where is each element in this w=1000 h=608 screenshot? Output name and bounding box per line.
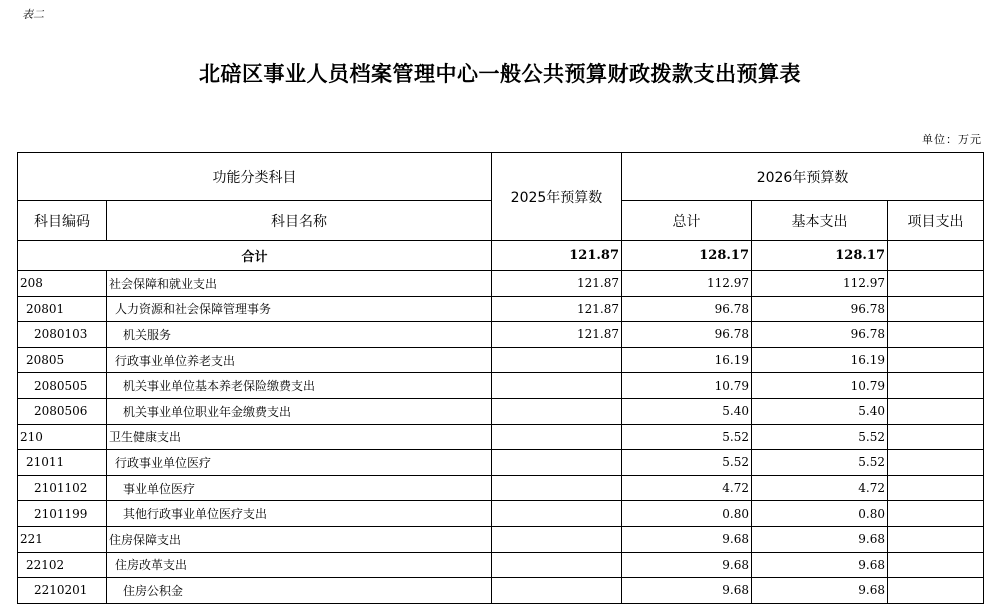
- row-name: 住房改革支出: [107, 552, 492, 578]
- total-total: 128.17: [622, 241, 752, 271]
- row-code: 21011: [18, 450, 107, 476]
- row-name: 住房公积金: [107, 578, 492, 604]
- row-code: 210: [18, 424, 107, 450]
- header-project: 项目支出: [888, 201, 984, 241]
- table-row: [18, 373, 984, 399]
- table-row: [18, 271, 984, 297]
- row-b2025: [492, 578, 622, 604]
- row-code: 221: [18, 526, 107, 552]
- row-b2025: [492, 475, 622, 501]
- row-name: 机关事业单位基本养老保险缴费支出: [107, 373, 492, 399]
- row-basic: 5.40: [752, 398, 888, 424]
- row-basic: 9.68: [752, 578, 888, 604]
- row-total: 9.68: [622, 526, 752, 552]
- row-b2025: 121.87: [492, 322, 622, 348]
- row-b2025: [492, 398, 622, 424]
- row-total: 112.97: [622, 271, 752, 297]
- row-name: 住房保障支出: [107, 526, 492, 552]
- row-basic: 9.68: [752, 526, 888, 552]
- row-b2025: 121.87: [492, 296, 622, 322]
- row-code: 2080103: [18, 322, 107, 348]
- row-basic: 96.78: [752, 296, 888, 322]
- row-project: [888, 296, 984, 322]
- header-code: 科目编码: [18, 201, 107, 241]
- row-basic: 5.52: [752, 424, 888, 450]
- header-budget-2026: 2026年预算数: [622, 153, 984, 201]
- row-name: 事业单位医疗: [107, 475, 492, 501]
- total-basic: 128.17: [752, 241, 888, 271]
- row-code: 2080506: [18, 398, 107, 424]
- header-name: 科目名称: [107, 201, 492, 241]
- total-project: [888, 241, 984, 271]
- row-total: 5.40: [622, 398, 752, 424]
- row-b2025: [492, 450, 622, 476]
- row-project: [888, 450, 984, 476]
- row-name: 行政事业单位医疗: [107, 450, 492, 476]
- row-b2025: [492, 552, 622, 578]
- table-row: [18, 475, 984, 501]
- row-basic: 0.80: [752, 501, 888, 527]
- row-name: 人力资源和社会保障管理事务: [107, 296, 492, 322]
- row-basic: 5.52: [752, 450, 888, 476]
- row-project: [888, 475, 984, 501]
- row-project: [888, 373, 984, 399]
- table-row: [18, 424, 984, 450]
- row-total: 96.78: [622, 322, 752, 348]
- row-name: 其他行政事业单位医疗支出: [107, 501, 492, 527]
- header-budget-2025: 2025年预算数: [492, 153, 622, 241]
- total-b2025: 121.87: [492, 241, 622, 271]
- header-total: 总计: [622, 201, 752, 241]
- row-project: [888, 347, 984, 373]
- row-code: 22102: [18, 552, 107, 578]
- total-label: 合计: [18, 241, 492, 271]
- row-b2025: [492, 526, 622, 552]
- row-project: [888, 552, 984, 578]
- row-name: 卫生健康支出: [107, 424, 492, 450]
- row-project: [888, 271, 984, 297]
- row-total: 5.52: [622, 450, 752, 476]
- row-name: 机关服务: [107, 322, 492, 348]
- row-b2025: [492, 501, 622, 527]
- header-func-class: 功能分类科目: [18, 153, 492, 201]
- total-row: [18, 241, 984, 271]
- row-code: 2210201: [18, 578, 107, 604]
- row-b2025: [492, 424, 622, 450]
- row-project: [888, 526, 984, 552]
- row-code: 2101199: [18, 501, 107, 527]
- row-name: 行政事业单位养老支出: [107, 347, 492, 373]
- table-row: [18, 552, 984, 578]
- table-row: [18, 526, 984, 552]
- row-code: 20801: [18, 296, 107, 322]
- row-total: 9.68: [622, 552, 752, 578]
- row-b2025: [492, 373, 622, 399]
- row-total: 16.19: [622, 347, 752, 373]
- row-basic: 96.78: [752, 322, 888, 348]
- row-total: 4.72: [622, 475, 752, 501]
- row-code: 20805: [18, 347, 107, 373]
- table-row: [18, 450, 984, 476]
- table-number: 表二: [22, 8, 44, 21]
- table-row: [18, 347, 984, 373]
- row-code: 2101102: [18, 475, 107, 501]
- row-code: 208: [18, 271, 107, 297]
- row-name: 机关事业单位职业年金缴费支出: [107, 398, 492, 424]
- row-project: [888, 424, 984, 450]
- table-row: [18, 322, 984, 348]
- table-row: [18, 578, 984, 604]
- table-row: [18, 501, 984, 527]
- row-b2025: [492, 347, 622, 373]
- row-total: 0.80: [622, 501, 752, 527]
- row-basic: 4.72: [752, 475, 888, 501]
- row-name: 社会保障和就业支出: [107, 271, 492, 297]
- page-title: 北碚区事业人员档案管理中心一般公共预算财政拨款支出预算表: [199, 61, 801, 86]
- row-project: [888, 501, 984, 527]
- row-b2025: 121.87: [492, 271, 622, 297]
- table-row: [18, 296, 984, 322]
- row-total: 96.78: [622, 296, 752, 322]
- row-basic: 16.19: [752, 347, 888, 373]
- header-basic: 基本支出: [752, 201, 888, 241]
- row-total: 5.52: [622, 424, 752, 450]
- row-basic: 9.68: [752, 552, 888, 578]
- row-total: 10.79: [622, 373, 752, 399]
- row-project: [888, 578, 984, 604]
- unit-label: 单位：万元: [922, 133, 982, 146]
- row-project: [888, 322, 984, 348]
- row-basic: 112.97: [752, 271, 888, 297]
- budget-table: [17, 152, 984, 604]
- row-total: 9.68: [622, 578, 752, 604]
- row-code: 2080505: [18, 373, 107, 399]
- table-row: [18, 398, 984, 424]
- row-project: [888, 398, 984, 424]
- row-basic: 10.79: [752, 373, 888, 399]
